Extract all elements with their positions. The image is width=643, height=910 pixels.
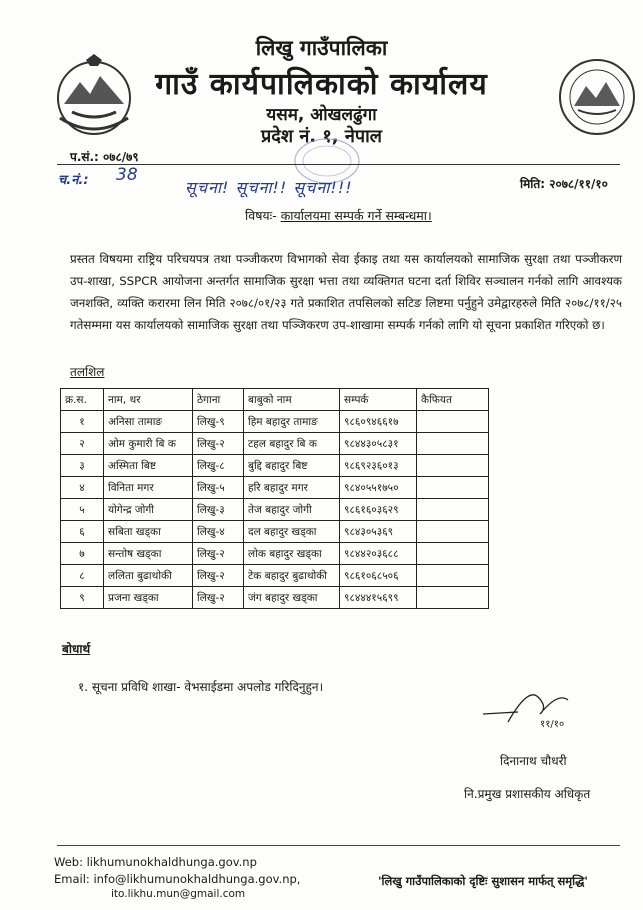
cell-contact: ९८४४३०५८३१ <box>340 433 417 455</box>
cell-name: प्रजना खड्का <box>104 587 193 609</box>
cell-address: लिखु-९ <box>193 411 244 433</box>
cell-father-name: तेज बहादुर जोगी <box>244 499 340 521</box>
dispatch-number-label: च.नं.: <box>58 173 89 188</box>
header-address: ठेगाना <box>193 389 244 411</box>
cell-serial: ८ <box>61 565 104 587</box>
office-location: यसम, ओखलढुंगा <box>266 105 377 125</box>
cell-contact: ९८६१६०३६२९ <box>340 499 417 521</box>
office-title: गाउँ कार्यपालिकाको कार्यालय <box>155 67 488 102</box>
cell-remarks <box>417 455 489 477</box>
cell-name: सबिता खड्का <box>104 521 193 543</box>
cell-contact: ९८६१०६८५०६ <box>340 565 417 587</box>
cell-serial: १ <box>61 411 104 433</box>
cell-serial: ५ <box>61 499 104 521</box>
cell-address: लिखु-४ <box>193 521 244 543</box>
cell-father-name: टेक बहादुर बुढाथोकी <box>244 565 340 587</box>
cell-address: लिखु-२ <box>193 433 244 455</box>
cell-remarks <box>417 587 489 609</box>
cell-remarks <box>417 521 489 543</box>
header-contact: सम्पर्क <box>340 389 417 411</box>
table-row <box>61 499 489 521</box>
details-heading: तलशिल <box>70 365 105 379</box>
subject-text: कार्यालयमा सम्पर्क गर्ने सम्बन्धमा। <box>280 208 432 223</box>
cell-address: लिखु-८ <box>193 455 244 477</box>
cell-address: लिखु-२ <box>193 587 244 609</box>
cell-remarks <box>417 499 489 521</box>
cc-item: १. सूचना प्रविधि शाखा- वेभसाईडमा अपलोड गरिदिनुहुन। <box>78 680 324 694</box>
cell-father-name: बुद्दि बहादुर बिष्ट <box>244 455 340 477</box>
table-row <box>61 587 489 609</box>
footer-email-label: Email: <box>54 872 90 886</box>
cell-serial: ६ <box>61 521 104 543</box>
cell-contact: ९८६०९४६६१७ <box>340 411 417 433</box>
cell-remarks <box>417 433 489 455</box>
header-name: नाम, थर <box>104 389 193 411</box>
cell-father-name: टहल बहादुर बि क <box>244 433 340 455</box>
footer-email-secondary: ito.likhu.mun@gmail.com <box>111 888 246 900</box>
table-row <box>61 455 489 477</box>
cell-remarks <box>417 565 489 587</box>
body-paragraph: प्रस्तत विषयमा राष्ट्रिय परिचयपत्र तथा पञ्जीकरण विभागको सेवा ईकाइ तथा यस कार्यालयको सामाजिक सुरक्षा तथा पञ्जीकरण उप-शाखा, SSPCR आयोजना अन्तर्गत सामाजिक सुरक्षा भत्ता तथा व्यक्तिगत घटना दर्ता शिविर सञ्चालन गर्नको लागि आवश्यक जनशक्ति, व्यक्ति करारमा लिन मिति २०७८/०१/२३ गते प्रकाशित तपसिलको सटिङ लिष्टमा पर्नुहुने उमेद्वारहरुले मिति २०७८/११/२५ गतेसम्ममा यस कार्यालयको सामाजिक सुरक्षा तथा पञ्जिकरण उप-शाखामा सम्पर्क गर्नको लागि यो सूचना प्रकाशित गरिएको छ। <box>70 252 622 332</box>
table-row <box>61 477 489 499</box>
cell-father-name: जंग बहादुर खड्का <box>244 587 340 609</box>
header-serial: क्र.स. <box>61 389 104 411</box>
document-date: मिति: २०७८/११/१० <box>520 177 608 191</box>
municipality-name: लिखु गाउँपालिका <box>255 36 388 60</box>
cell-address: लिखु-२ <box>193 565 244 587</box>
cell-father-name: हरि बहादुर मगर <box>244 477 340 499</box>
cell-contact: ९८६९२३६०१३ <box>340 455 417 477</box>
header-father-name: बाबुको नाम <box>244 389 340 411</box>
cell-father-name: हिम बहादुर तामाङ <box>244 411 340 433</box>
handwritten-signature <box>478 682 598 732</box>
table-row <box>61 543 489 565</box>
notice-heading: सूचना! सूचना!! सूचना!!! <box>185 178 353 197</box>
subject-line <box>245 207 432 224</box>
footer-website: Web: likhumunokhaldhunga.gov.np <box>54 855 257 869</box>
header-divider <box>57 164 620 165</box>
cell-father-name: दल बहादुर खड्का <box>244 521 340 543</box>
cell-name: अस्मिता बिष्ट <box>104 455 193 477</box>
cell-name: सन्तोष खड्का <box>104 543 193 565</box>
cell-name: योगेन्द्र जोगी <box>104 499 193 521</box>
table-header-row <box>61 389 489 411</box>
reference-number: प.सं.: ०७८/७९ <box>70 150 139 164</box>
cell-father-name: लोक बहादुर खड्का <box>244 543 340 565</box>
signature-date-note: ११/१० <box>540 719 565 730</box>
cell-address: लिखु-२ <box>193 543 244 565</box>
cell-serial: ९ <box>61 587 104 609</box>
signatory-name: दिनानाथ चौधरी <box>500 754 567 768</box>
cc-heading: बोधार्थ <box>62 642 91 656</box>
candidate-table <box>60 388 489 609</box>
signatory-title: नि.प्रमुख प्रशासकीय अधिकृत <box>464 787 591 801</box>
subject-label: विषयः- <box>245 208 277 223</box>
footer-slogan: 'लिखु गाउँपालिकाको दृष्टिः सुशासन मार्फत् समृद्धि' <box>378 874 588 888</box>
cell-name: विनिता मगर <box>104 477 193 499</box>
footer-email <box>54 872 300 886</box>
cell-remarks <box>417 477 489 499</box>
cell-serial: ४ <box>61 477 104 499</box>
cell-serial: २ <box>61 433 104 455</box>
table-row <box>61 411 489 433</box>
footer-email-primary: info@likhumunokhaldhunga.gov.np, <box>93 872 301 886</box>
cell-contact: ९८४४४१५६९९ <box>340 587 417 609</box>
cell-remarks <box>417 411 489 433</box>
cell-serial: ७ <box>61 543 104 565</box>
cell-address: लिखु-३ <box>193 499 244 521</box>
table-row <box>61 565 489 587</box>
footer-divider <box>57 845 620 846</box>
cell-name: ललिता बुढाथोकी <box>104 565 193 587</box>
header-remarks: कैफियत <box>417 389 489 411</box>
cell-name: ओम कुमारी बि क <box>104 433 193 455</box>
province-line: प्रदेश नं. १, नेपाल <box>261 126 382 147</box>
cell-contact: ९८४०५५१७५० <box>340 477 417 499</box>
dispatch-number-value: 38 <box>116 165 138 185</box>
cell-address: लिखु-५ <box>193 477 244 499</box>
cell-name: अनिसा तामाङ <box>104 411 193 433</box>
table-row <box>61 521 489 543</box>
table-row <box>61 433 489 455</box>
cell-contact: ९८४३०५३६९ <box>340 521 417 543</box>
cell-remarks <box>417 543 489 565</box>
cell-serial: ३ <box>61 455 104 477</box>
cell-contact: ९८४४२०३६८८ <box>340 543 417 565</box>
